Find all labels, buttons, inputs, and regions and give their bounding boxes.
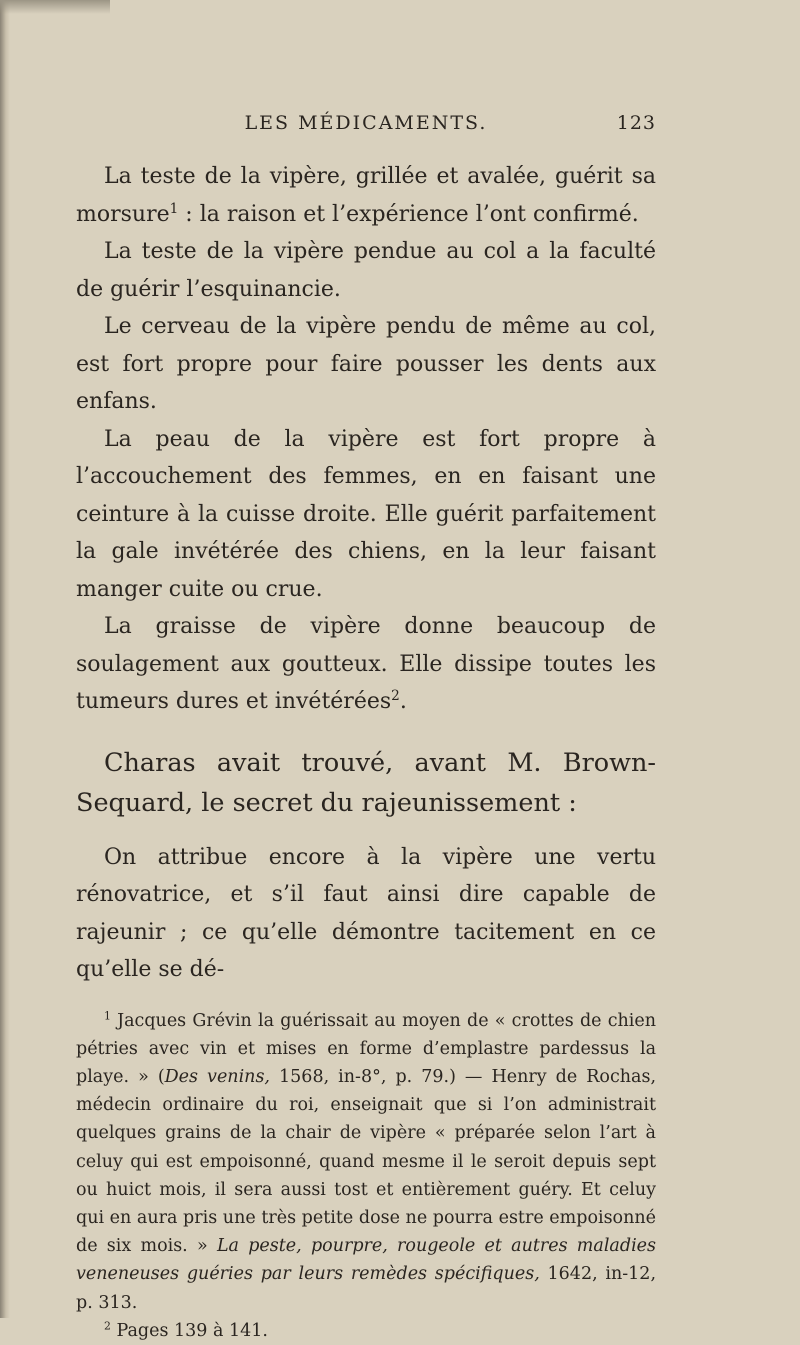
footnote-1-title-2: La peste, pourpre, rougeole et autres maladies veneneuses guéries par leurs remèdes spécifiques, (76, 1236, 657, 1285)
page-number: 123 (616, 112, 656, 134)
page-edge (0, 0, 10, 1318)
footnote-2 (76, 1317, 656, 1345)
footnote-1 (76, 1007, 656, 1317)
paragraph-5 (76, 608, 656, 721)
body-text (76, 158, 656, 721)
running-header (76, 112, 656, 146)
page-content (76, 112, 656, 1345)
footnote-2-text: Pages 139 à 141. (110, 1320, 268, 1341)
footnote-1-text: Jacques Grévin la guérissait au moyen de « crottes de chien pétries avec vin et mises en forme d’emplastre pardessus la playe. » ( (76, 1010, 656, 1087)
footnote-ref-2: 2 (391, 687, 400, 704)
paragraph-5-text: La graisse de vipère donne beaucoup de soulagement aux goutteux. Elle dissipe toutes les tumeurs dures et invétérées (76, 614, 656, 714)
footnote-2-mark: 2 (104, 1319, 111, 1333)
page-shadow (0, 0, 110, 14)
paragraph-3: Le cerveau de la vipère pendu de même au col, est fort propre pour faire pousser les dents aux enfans. (76, 314, 656, 414)
paragraph-6: On attribue encore à la vipère une vertu rénovatrice, et s’il faut ainsi dire capable de rajeunir ; ce qu’elle démontre tacitement en ce qu’elle se dé- (76, 844, 656, 982)
paragraph-5-text-end: . (399, 689, 407, 714)
paragraph-2: La teste de la vipère pendue au col a la faculté de guérir l’esquinancie. (76, 239, 656, 302)
footnote-ref-1: 1 (169, 200, 179, 217)
footnote-1-mark: 1 (104, 1009, 111, 1022)
footnote-1-title: Des venins, (164, 1066, 270, 1087)
paragraph-4: La peau de la vipère est fort propre à l’accouchement des femmes, en en faisant une ceinture à la cuisse droite. Elle guérit parfaitement la gale invétérée des chiens, en la leur faisant manger cuite ou crue. (76, 426, 656, 602)
section-subheading: Charas avait trouvé, avant M. Brown-Sequard, le secret du rajeunissement : (76, 747, 656, 818)
paragraph-1-text-end: : la raison et l’expérience l’ont confirmé. (178, 201, 639, 227)
footnotes (76, 1007, 656, 1345)
paragraph-1 (76, 158, 656, 233)
footnote-1-text-3: 1642, in-12, p. 313. (76, 1264, 657, 1313)
running-title: LES MÉDICAMENTS. (244, 112, 488, 134)
footnote-1-text-2: 1568, in-8°, p. 79.) — Henry de Rochas, médecin ordinaire du roi, enseignait que si l’on administrait quelques grains de la chair de vipère « préparée selon l’art à celuy qui est empoisonné, quand mesme il le seroit depuis sept ou huict mois, il sera aussi tost et entièrement guéry. Et celuy qui en aura pris une très petite dose ne pourra estre empoisonné de six mois. » (76, 1066, 657, 1257)
paragraph-1-text: La teste de la vipère, grillée et avalée, guérit sa morsure (76, 164, 656, 227)
